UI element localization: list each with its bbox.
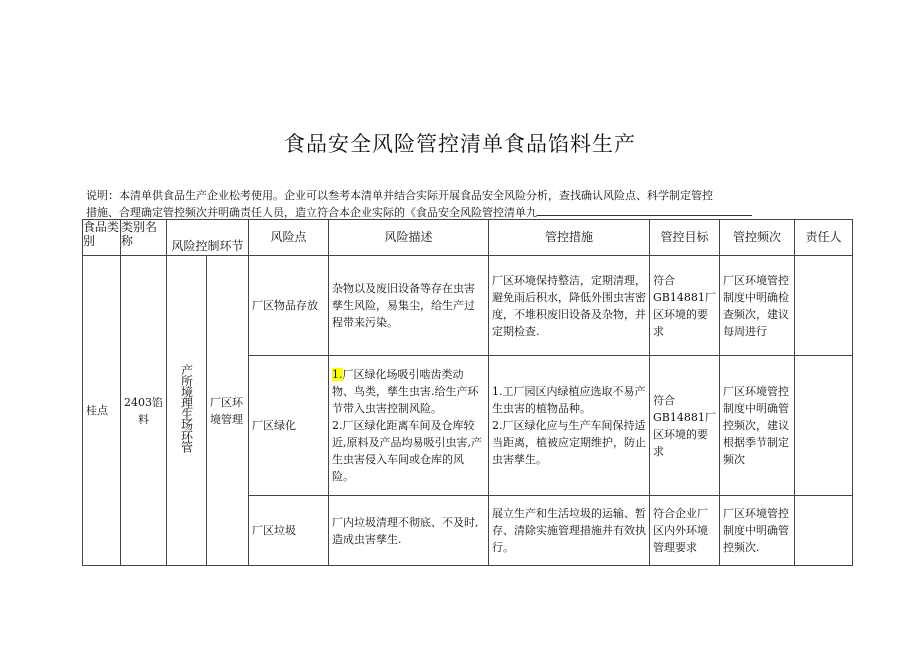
cell-frequency: 厂区环境管控制度中明确管控频次. xyxy=(720,496,795,566)
header-measures: 管控措施 xyxy=(489,220,650,256)
risk-control-table xyxy=(82,219,853,566)
cell-food-category: 桂点 xyxy=(83,256,121,566)
cell-target: 符合企业厂区内外环境管理要求 xyxy=(650,496,720,566)
cell-measures: 1.工厂园区内绿植应选取不易产生虫害的植物品种。 2.厂区绿化应与生产车间保持适当距离，植被应定期维护，防止虫害孳生。 xyxy=(489,356,650,496)
cell-risk-desc: 厂内垃圾清理不彻底、不及时,造成虫害孳生. xyxy=(329,496,489,566)
cell-risk-desc: 杂物以及废旧设备等存在虫害孳生风险，易集尘，给生产过程带来污染。 xyxy=(329,256,489,356)
header-frequency: 管控频次 xyxy=(720,220,795,256)
page-title: 食品安全风险管控清单食品馅料生产 xyxy=(284,132,636,156)
cell-category-code: 2403馅料 xyxy=(121,256,167,566)
cell-responsible xyxy=(795,256,853,356)
header-risk-desc: 风险描述 xyxy=(329,220,489,256)
table-header-row xyxy=(83,220,853,256)
header-category-name: 类别名称 xyxy=(121,220,167,256)
cell-stage-main xyxy=(167,256,207,566)
cell-frequency: 厂区环境管控制度中明确管控频次，建议根据季节制定频次 xyxy=(720,356,795,496)
header-control-stage: 风险控制环节 xyxy=(167,220,249,256)
cell-frequency: 厂区环境管控制度中明确检查频次，建议每周进行 xyxy=(720,256,795,356)
header-food-category: 食品类别 xyxy=(83,220,121,256)
table-row xyxy=(83,256,853,356)
cell-stage-sub: 厂区环境管理 xyxy=(207,256,249,566)
cell-measures: 厂区环境保持整洁，定期清理，避免雨后积水，降低外围虫害密度，不堆积废旧设备及杂物，并定期检查. xyxy=(489,256,650,356)
stage-main-text: 产所境理生场环管 xyxy=(179,364,194,452)
cell-target: 符合GB14881厂区环境的要求 xyxy=(650,356,720,496)
highlight-mark: 1. xyxy=(332,368,343,381)
cell-responsible xyxy=(795,496,853,566)
note-line-2 xyxy=(86,204,806,220)
cell-target: 符合GB14881厂区环境的要求 xyxy=(650,256,720,356)
cell-risk-desc xyxy=(329,356,489,496)
cell-risk-point: 厂区绿化 xyxy=(249,356,329,496)
risk-desc-text: 厂区绿化场吸引啮齿类动物、鸟类，孳生虫害.给生产环节带入虫害控制风险。 2.厂区绿化距离车间及仓库较近,原料及产品均易吸引虫害,产生虫害侵入车间或仓库的风险。 xyxy=(332,368,483,483)
header-responsible: 责任人 xyxy=(795,220,853,256)
note-blank-line xyxy=(537,205,752,216)
note-line-1: 说明：本清单供食品生产企业松考使用。企业可以叁考本清单并结合实际开展食品安全风险分析，查找确认风险点、科学制定管控 xyxy=(86,189,713,202)
cell-responsible xyxy=(795,356,853,496)
note-line-2-text: 措施、合理确定管控频次并明确责任人员，造立符合本企业实际的《食品安全风险管控清单九 xyxy=(86,206,537,219)
header-target: 管控目标 xyxy=(650,220,720,256)
cell-risk-point: 厂区物品存放 xyxy=(249,256,329,356)
header-risk-point: 风险点 xyxy=(249,220,329,256)
cell-measures: 展立生产和生活垃圾的运输、暂存、清除实施管理措施并有效执行。 xyxy=(489,496,650,566)
cell-risk-point: 厂区垃圾 xyxy=(249,496,329,566)
